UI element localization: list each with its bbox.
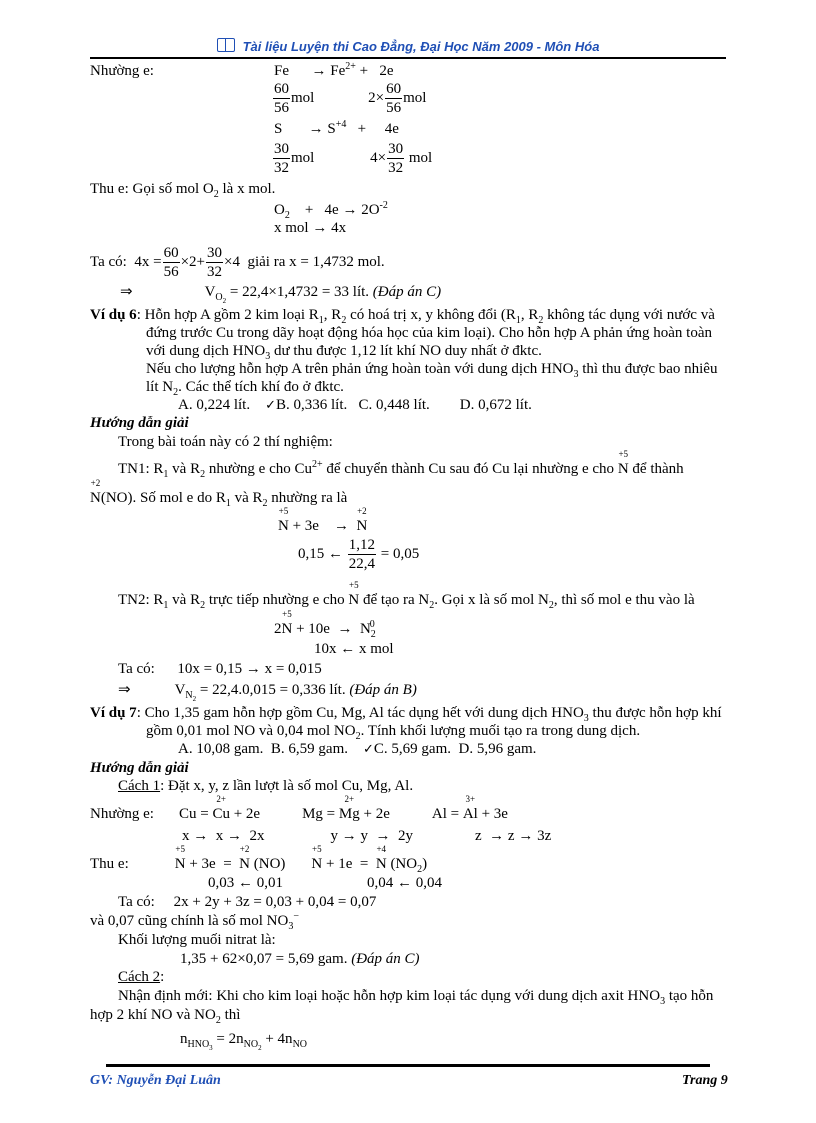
solution-heading-6: Hướng dẫn giải — [90, 415, 189, 431]
example-6-line4: Nếu cho lượng hỗn hợp A trên phản ứng hoàn toàn với dung dịch $HNO_3$ thì thu được bao nhiêu — [146, 361, 718, 380]
example-7-options: A. 10,08 gam. B. 6,59 gam. ✓C. 5,69 gam. D. 5,96 gam. — [178, 741, 537, 757]
fe-mol-row: $\frac{60}{56}$ mol 2× $\frac{60}{56}$ mol — [274, 81, 427, 116]
example-7-line2: gồm 0,01 mol NO và 0,04 mol $NO_2$. Tính khối lượng muối tạo ra trong dung dịch. — [146, 723, 641, 742]
tn2-line: TN2: $R_1$ và $R_2$ trực tiếp nhường e cho N +5 để tạo ra $N_2$. Gọi x là số mol $N_2$, thì số mol e thu vào là — [118, 580, 695, 611]
o2-equation: $O_2$ + $4e \to 2O^{-2}$ — [274, 200, 388, 221]
tn2-mol-row: 10x ← x mol — [314, 641, 394, 657]
tn2-ta-co: Ta có: 10x = 0,15 → x = 0,015 — [118, 661, 322, 677]
cach1-line: Cách 1: Đặt x, y, z lần lượt là số mol Cu, Mg, Al. — [118, 778, 414, 794]
solution-6-intro: Trong bài toán này có 2 thí nghiệm: — [118, 434, 333, 450]
thu-e-line: Thu e: Gọi số mol $O_2$ là x mol. — [90, 181, 276, 200]
book-icon — [217, 38, 235, 52]
tn1-line2: N +2 (NO). Số mol e do $R_1$ và $R_2$ nhường ra là — [90, 478, 348, 509]
check-mark: ✓ — [363, 742, 374, 757]
thu-e-nitrogen: Thu e: N +5 + 3e = N +2 (NO) N +5 + 1e = N +4 $(NO_2)$ — [90, 844, 428, 875]
s-mol-row: $\frac{30}{32}$ mol 4× $\frac{30}{32}$ mol — [274, 141, 433, 176]
footer-author: GV: Nguyễn Đại Luân — [90, 1073, 221, 1088]
example-6-line5: lít $N_2$. Các thể tích khí đo ở đktc. — [146, 379, 344, 398]
ta-co-sum: Ta có: 2x + 2y + 3z = 0,03 + 0,04 = 0,07 — [118, 894, 377, 910]
tn1-calc: 0,15 ← $\frac{1,12}{22,4}$ = 0,05 — [298, 537, 420, 572]
vn2-result: ⇒ $V_{N_2} = 22,4.0,015 = 0,336$ lít. (Đáp án B) — [118, 682, 417, 703]
tn1-line1: TN1: $R_1$ và $R_2$ nhường e cho $Cu^{2+}$ để chuyển thành Cu sau đó Cu lại nhường e cho N +5 để thành — [118, 449, 684, 480]
nhan-dinh-line2: hợp 2 khí NO và $NO_2$ thì — [90, 1007, 241, 1026]
page-number: Trang 9 — [682, 1073, 728, 1088]
footer-rule — [106, 1064, 710, 1067]
nhan-dinh-line1: Nhận định mới: Khi cho kim loại hoặc hỗn hợp kim loại tác dụng với dung dịch axit $HNO_3$ tạo hỗn — [118, 988, 714, 1007]
header-rule — [90, 57, 726, 59]
tn2-equation: 2N +5 + $10e \to N_2^0$ — [274, 609, 376, 640]
header-title: Tài liệu Luyện thi Cao Đẳng, Đại Học Năm 2009 - Môn Hóa — [242, 39, 600, 54]
no3-line: và 0,07 cũng chính là số mol $NO_3^-$ — [90, 911, 299, 932]
example-6-line3: với dung dịch $HNO_3$ dư thu được 1,12 lít khí NO duy nhất ở đktc. — [146, 343, 542, 362]
example-6-line2: đứng trước Cu trong dãy hoạt động hóa học của kim loại). Cho hỗn hợp A phản ứng hoàn toàn — [146, 325, 713, 341]
nhuong-e-metals: Nhường e: Cu = Cu 2+ + 2e Mg = Mg 2+ + 2e Al = Al 3+ + 3e — [90, 794, 508, 822]
page-header — [0, 38, 816, 54]
example-6-line1: Ví dụ 6: Hỗn hợp A gồm 2 kim loại $R_1$, $R_2$ có hoá trị x, y không đổi ($R_1$, $R_2$ không tác dụng với nước và — [90, 307, 715, 326]
cach2-line: Cách 2: — [118, 969, 165, 985]
vo2-result: ⇒ $V_{O_2} = 22,4\times 1,4732 = 33$ lít. (Đáp án C) — [120, 284, 442, 305]
metals-mol-row: x → x → 2x y → y → 2y z → z → 3z — [182, 828, 552, 844]
example-6-options: A. 0,224 lít. ✓B. 0,336 lít. C. 0,448 lít. D. 0,672 lít. — [178, 397, 532, 413]
s-equation: S → $S^{+4}$ + 4e — [274, 119, 399, 137]
khoi-luong-line: Khối lượng muối nitrat là: — [118, 932, 276, 948]
check-mark: ✓ — [265, 398, 276, 413]
fe-equation: Fe → $Fe^{2+} + 2e$ — [274, 61, 394, 79]
nitrogen-mol-row: 0,03 ← 0,01 0,04 ← 0,04 — [208, 875, 442, 891]
example-7-line1: Ví dụ 7: Cho 1,35 gam hỗn hợp gồm Cu, Mg, Al tác dụng hết với dung dịch $HNO_3$ thu được hỗn hợp khí — [90, 705, 722, 724]
o2-mol-row: x mol → 4x — [274, 220, 347, 236]
khoi-luong-calc: 1,35 + 62×0,07 = 5,69 gam. (Đáp án C) — [180, 951, 420, 967]
nhuong-e-label: Nhường e: — [90, 63, 154, 79]
hno3-formula: $n_{HNO_3} = 2n_{NO_2} + 4n_{NO}$ — [180, 1031, 308, 1052]
ta-co-equation: Ta có: 4x = $\frac{60}{56}$ ×2+ $\frac{30}{32}$ ×4 giải ra x = 1,4732 mol. — [90, 245, 385, 280]
tn1-equation: N +5 + 3e → N +2 — [278, 506, 368, 534]
solution-heading-7: Hướng dẫn giải — [90, 760, 189, 776]
